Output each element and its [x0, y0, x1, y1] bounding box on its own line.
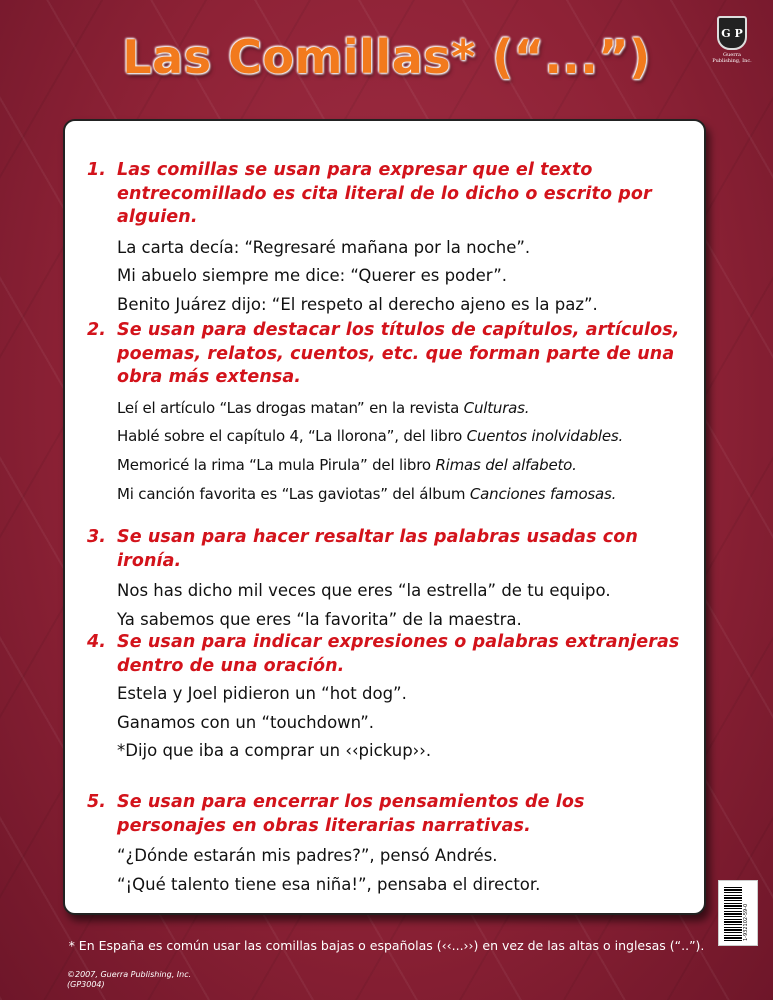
- copyright: [67, 970, 191, 990]
- example-line: [117, 394, 692, 423]
- rule-text: Se usan para encerrar los pensamientos de los personajes en obras literarias narrativas.: [117, 792, 585, 836]
- example-title: Cuentos inolvidables.: [466, 427, 624, 446]
- rule-1: [87, 159, 692, 230]
- example-title: Rimas del alfabeto.: [435, 455, 577, 474]
- rule-5: [87, 791, 692, 838]
- example-line: Ganamos con un “touchdown”.: [117, 712, 375, 732]
- example-line: [117, 451, 692, 480]
- section-1: [87, 159, 692, 320]
- barcode-number: 1-932102-59-0: [743, 903, 749, 941]
- copyright-line: ©2007, Guerra Publishing, Inc.: [67, 970, 192, 979]
- rule-3: [87, 526, 692, 573]
- rule-number: 3.: [87, 527, 107, 547]
- publisher-name: Guerra Publishing, Inc.: [712, 52, 752, 64]
- example-line: Benito Juárez dijo: “El respeto al derecho ajeno es la paz”.: [117, 294, 598, 314]
- example-line: “¿Dónde estarán mis padres?”, pensó Andrés.: [117, 846, 498, 865]
- section-3: [87, 526, 692, 634]
- example-line: Nos has dicho mil veces que eres “la estrella” de tu equipo.: [117, 581, 611, 600]
- content-panel: [63, 119, 706, 915]
- example-line: Mi abuelo siempre me dice: “Querer es poder”.: [117, 266, 508, 286]
- page-title: Las Comillas* (“...”): [122, 30, 651, 84]
- example-line: *Dijo que iba a comprar un ‹‹pickup››.: [117, 741, 432, 761]
- barcode-bars: [724, 885, 742, 941]
- example-line: Ya sabemos que eres “la favorita” de la maestra.: [117, 609, 522, 629]
- section-5: [87, 791, 692, 899]
- example-text: Leí el artículo “Las drogas matan” en la revista: [117, 398, 464, 417]
- example-line: [117, 422, 692, 451]
- example-line: “¡Qué talento tiene esa niña!”, pensaba el director.: [117, 874, 541, 894]
- rule-4: [87, 631, 692, 678]
- rule-text: Se usan para indicar expresiones o palabras extranjeras dentro de una oración.: [117, 632, 680, 676]
- rule-text: Se usan para hacer resaltar las palabras usadas con ironía.: [117, 527, 638, 571]
- example-title: Canciones famosas.: [469, 484, 617, 503]
- rule-number: 4.: [87, 632, 107, 652]
- example-line: [117, 480, 692, 509]
- example-text: Mi canción favorita es “Las gaviotas” del álbum: [117, 484, 470, 503]
- rule-text: Se usan para destacar los títulos de capítulos, artículos, poemas, relatos, cuentos, etc. que forman parte de una obra más extensa.: [117, 320, 680, 387]
- example-text: Memoricé la rima “La mula Pirula” del libro: [117, 455, 436, 474]
- section-4: [87, 631, 692, 766]
- example-text: Hablé sobre el capítulo 4, “La llorona”, del libro: [117, 427, 467, 446]
- section-2: [87, 319, 692, 508]
- example-line: La carta decía: “Regresaré mañana por la noche”.: [117, 237, 531, 257]
- rule-number: 5.: [87, 792, 107, 812]
- footnote: * En España es común usar las comillas bajas o españolas (‹‹...››) en vez de las altas o inglesas (“..”).: [68, 938, 705, 953]
- example-title: Culturas.: [463, 398, 530, 417]
- product-code: (GP3004): [67, 980, 105, 989]
- rule-number: 1.: [87, 160, 107, 180]
- shield-icon: G P: [717, 16, 747, 50]
- publisher-logo: [709, 16, 755, 72]
- rule-text: Las comillas se usan para expresar que el texto entrecomillado es cita literal de lo dicho o escrito por alguien.: [117, 160, 652, 227]
- barcode: [718, 880, 758, 946]
- rule-2: [87, 319, 692, 390]
- example-line: Estela y Joel pidieron un “hot dog”.: [117, 684, 407, 703]
- rule-number: 2.: [87, 320, 107, 340]
